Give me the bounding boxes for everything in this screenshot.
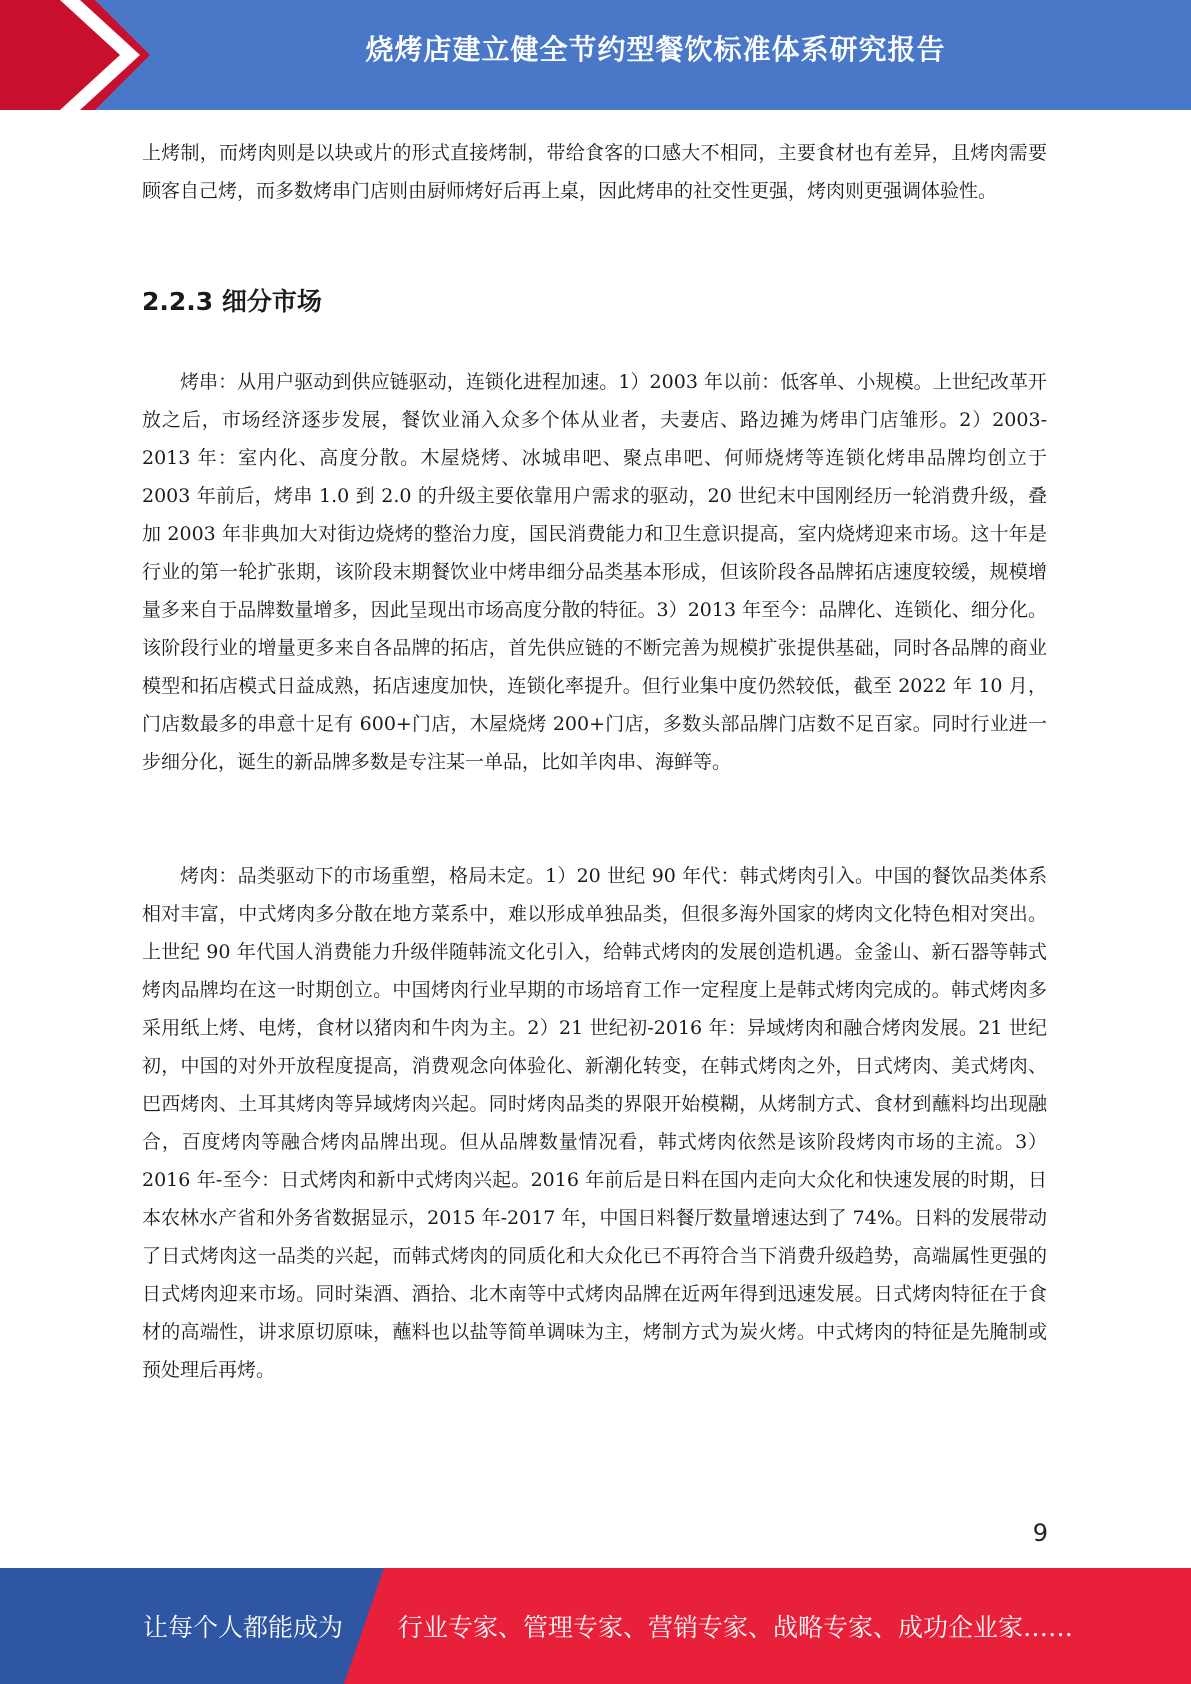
paragraph-bbq: 烤肉：品类驱动下的市场重塑，格局未定。1）20 世纪 90 年代：韩式烤肉引入。中国的餐饮品类体系相对丰富，中式烤肉多分散在地方菜系中，难以形成单独品类，但很多海外国家的烤肉文化特色相对突出。上世纪 90 年代国人消费能力升级伴随韩流文化引入，给韩式烤肉的发展创造机遇。金釜山、新石器等韩式烤肉品牌均在这一时期创立。中国烤肉行业早期的市场培育工作一定程度上是韩式烤肉完成的。韩式烤肉多采用纸上烤、电烤，食材以猪肉和牛肉为主。2）21 世纪初-2016 年：异域烤肉和融合烤肉发展。21 世纪初，中国的对外开放程度提高，消费观念向体验化、新潮化转变，在韩式烤肉之外，日式烤肉、美式烤肉、巴西烤肉、土耳其烤肉等异域烤肉兴起。同时烤肉品类的界限开始模糊，从烤制方式、食材到蘸料均出现融合，百度烤肉等融合烤肉品牌出现。但从品牌数量情况看，韩式烤肉依然是该阶段烤肉市场的主流。3）2016 年-至今：日式烤肉和新中式烤肉兴起。2016 年前后是日料在国内走向大众化和快速发展的时期，日本农林水产省和外务省数据显示，2015 年-2017 年，中国日料餐厅数量增速达到了 74%。日料的发展带动了日式烤肉这一品类的兴起，而韩式烤肉的同质化和大众化已不再符合当下消费升级趋势，高端属性更强的日式烤肉迎来市场。同时柒酒、酒拾、北木南等中式烤肉品牌在近两年得到迅速发展。日式烤肉特征在于食材的高端性，讲求原切原味，蘸料也以盐等简单调味为主，烤制方式为炭火烤。中式烤肉的特征是先腌制或预处理后再烤。 <box>142 865 1047 1381</box>
bbq-block <box>142 857 1047 1389</box>
report-title: 烧烤店建立健全节约型餐饮标准体系研究报告 <box>365 33 946 66</box>
page-number: 9 <box>1032 1519 1048 1547</box>
page-header <box>0 0 1191 110</box>
intro-paragraph: 上烤制，而烤肉则是以块或片的形式直接烤制，带给食客的口感大不相同，主要食材也有差异，且烤肉需要顾客自己烤，而多数烤串门店则由厨师烤好后再上桌，因此烤串的社交性更强，烤肉则更强调体验性。 <box>142 142 1047 202</box>
page-footer <box>0 1568 1191 1684</box>
section-heading: 2.2.3 细分市场 <box>142 287 322 316</box>
footer-slogan-right: 行业专家、管理专家、营销专家、战略专家、成功企业家…… <box>398 1613 1074 1642</box>
skewers-block <box>142 363 1047 781</box>
footer-slogan-left: 让每个人都能成为 <box>143 1613 344 1642</box>
intro-block <box>142 134 1047 210</box>
paragraph-skewers: 烤串：从用户驱动到供应链驱动，连锁化进程加速。1）2003 年以前：低客单、小规模。上世纪改革开放之后，市场经济逐步发展，餐饮业涌入众多个体从业者，夫妻店、路边摊为烤串门店雏形。2）2003-2013 年：室内化、高度分散。木屋烧烤、冰城串吧、聚点串吧、何师烧烤等连锁化烤串品牌均创立于 2003 年前后，烤串 1.0 到 2.0 的升级主要依靠用户需求的驱动，20 世纪末中国刚经历一轮消费升级，叠加 2003 年非典加大对街边烧烤的整治力度，国民消费能力和卫生意识提高，室内烧烤迎来市场。这十年是行业的第一轮扩张期，该阶段末期餐饮业中烤串细分品类基本形成，但该阶段各品牌拓店速度较缓，规模增量多来自于品牌数量增多，因此呈现出市场高度分散的特征。3）2013 年至今：品牌化、连锁化、细分化。该阶段行业的增量更多来自各品牌的拓店，首先供应链的不断完善为规模扩张提供基础，同时各品牌的商业模型和拓店模式日益成熟，拓店速度加快，连锁化率提升。但行业集中度仍然较低，截至 2022 年 10 月，门店数最多的串意十足有 600+门店，木屋烧烤 200+门店，多数头部品牌门店数不足百家。同时行业进一步细分化，诞生的新品牌多数是专注某一单品，比如羊肉串、海鲜等。 <box>142 371 1047 773</box>
